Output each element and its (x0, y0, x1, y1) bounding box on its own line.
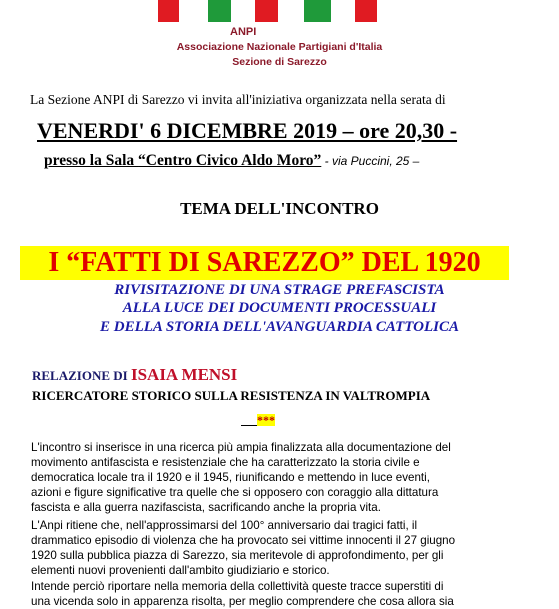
theme-subtitle-2: ALLA LUCE DEI DOCUMENTI PROCESSUALI (122, 300, 437, 316)
body-line: fascista e alla guerra nazifascista, sacrificando anche la propria vita. (31, 501, 381, 514)
flag-right (304, 0, 377, 22)
body-line: L'Anpi ritiene che, nell'approssimarsi del 100° anniversario dai tragici fatti, il (31, 519, 418, 532)
flag-center (208, 0, 278, 22)
speaker-name: ISAIA MENSI (130, 365, 238, 384)
body-line: L'incontro si inserisce in una ricerca più ampia finalizzata alla documentazione del (31, 441, 451, 454)
event-venue (44, 152, 419, 170)
body-line: elementi nuovi provenienti dall'ambito giudiziario e storico. (31, 564, 330, 577)
theme-subtitle-3: E DELLA STORIA DELL'AVANGUARDIA CATTOLICA (100, 319, 459, 335)
body-line: Intende perciò riportare nella memoria della collettività queste tracce superstiti di (31, 580, 444, 593)
body-line: una vicenda solo in apparenza risolta, per meglio comprendere che cosa allora sia (31, 595, 454, 608)
body-line: azioni e figure significative tra quelle che si opposero con coraggio alla dittatura (31, 486, 439, 499)
org-short: ANPI (230, 26, 257, 38)
org-full: Associazione Nazionale Partigiani d'Italia (176, 41, 383, 53)
theme-subtitle-1: RIVISITAZIONE DI UNA STRAGE PREFASCISTA (114, 282, 445, 298)
body-line: drammatico episodio di violenza che ha provocato sei vittime innocenti il 27 giugno (31, 534, 456, 547)
body-line: democratica locale tra il 1920 e il 1945, riunificando e mettendo in luce eventi, (31, 471, 430, 484)
venue-name: “Centro Civico Aldo Moro” (138, 152, 322, 169)
speaker-label: RELAZIONE DI (32, 368, 131, 383)
venue-prefix: presso la Sala (44, 152, 139, 169)
separator-stars: *** (257, 413, 275, 427)
venue-address: - via Puccini, 25 – (321, 154, 420, 168)
event-date: VENERDI' 6 DICEMBRE 2019 – ore 20,30 - (37, 118, 458, 143)
invite-intro: La Sezione ANPI di Sarezzo vi invita all'iniziativa organizzata nella serata di (30, 92, 446, 107)
theme-heading: TEMA DELL'INCONTRO (180, 199, 379, 218)
body-paragraph-2 (31, 518, 513, 578)
body-line: movimento antifascista e resistenziale che ha caratterizzato la storia civile e (31, 456, 420, 469)
speaker-line (32, 365, 237, 385)
org-section: Sezione di Sarezzo (232, 56, 327, 68)
theme-title-text: I “FATTI DI SAREZZO” DEL 1920 (48, 247, 481, 278)
speaker-role: RICERCATORE STORICO SULLA RESISTENZA IN VALTROMPIA (32, 388, 431, 403)
body-paragraph-3 (31, 579, 513, 609)
body-paragraph-1 (31, 440, 513, 515)
body-line: 1920 sulla pubblica piazza di Sarezzo, sia meritevole di approfondimento, per gli (31, 549, 444, 562)
flag-left (158, 0, 179, 22)
